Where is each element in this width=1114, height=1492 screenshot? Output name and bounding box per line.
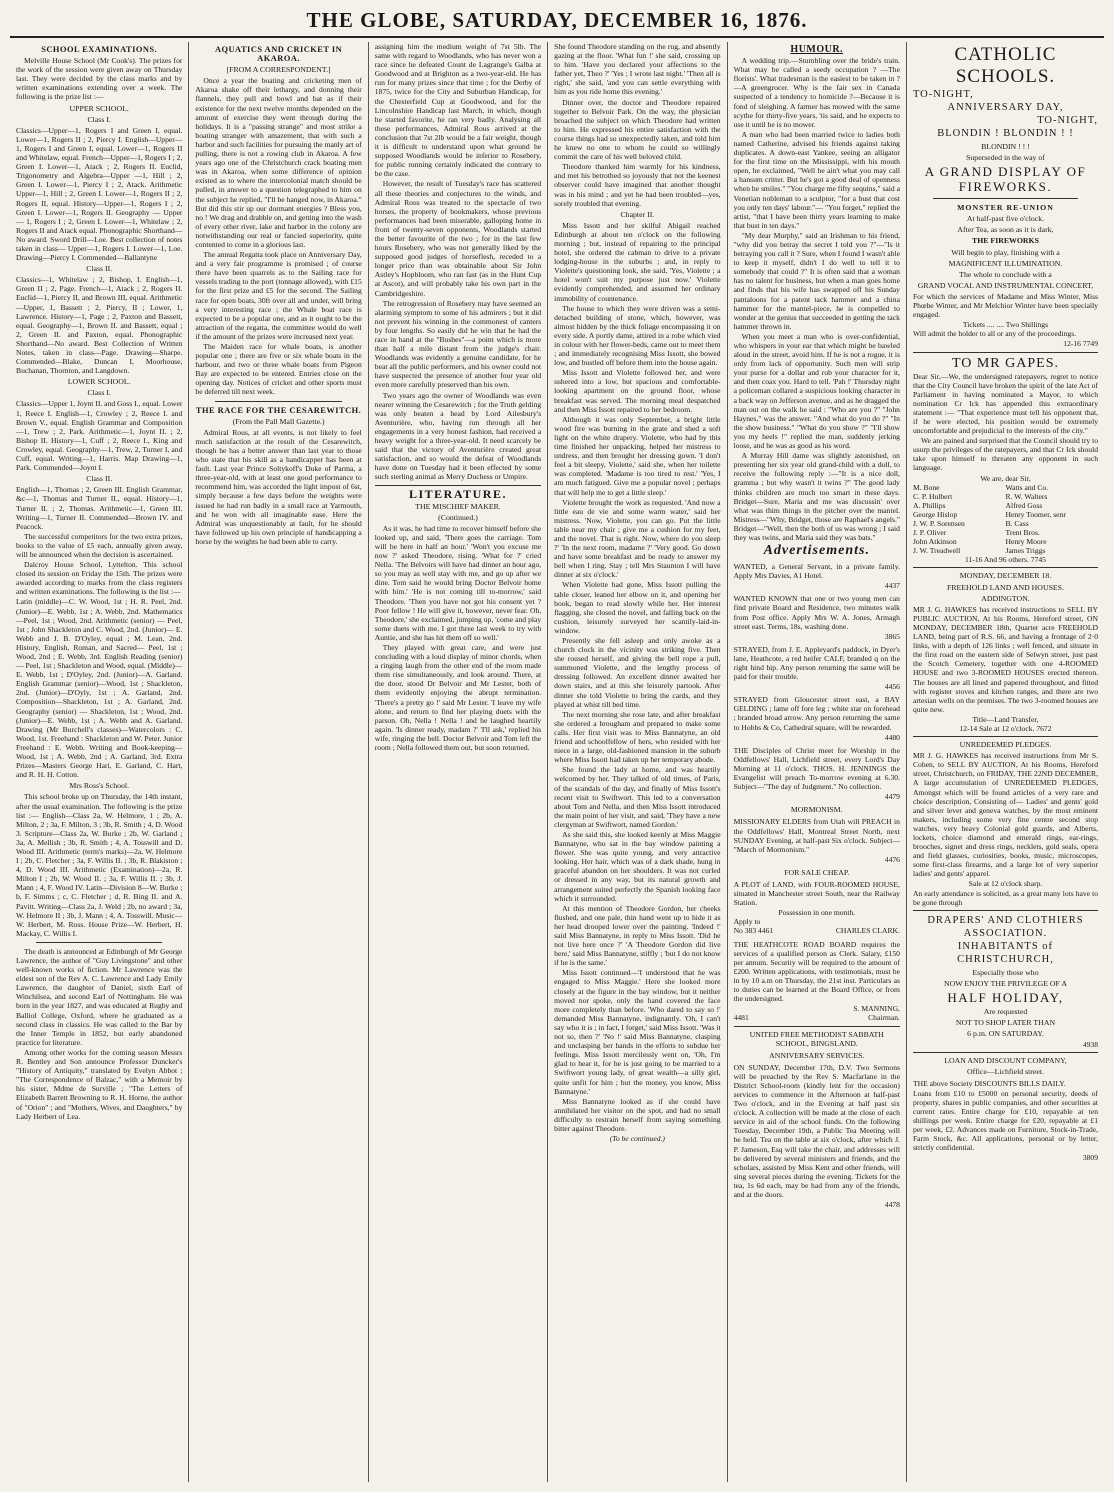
advertisement [734,940,900,1023]
ad-text: WANTED KNOWN that one or two young men can find private Board and Residence, two minutes walk from Post office. Apply Mrs W. A. Jones, Armagh street east. Terms, 18s, washing done. [733,594,900,631]
story-paragraph: Theodore thanked him warmly for his kindness, and met his betrothed so joyously that not the keenest observer could have imagined that another thought was in his mind ; and yet he had been troubled—yes, sorely troubled that evening. [554,162,721,208]
divider [913,736,1098,737]
masthead-rule [10,36,1104,38]
advertisement [734,880,900,936]
ad-number: 4479 [884,792,900,802]
ad-footer [734,1013,900,1022]
ad-text: A PLOT of LAND, with FOUR-ROOMED HOUSE, situated in Manchester street South, near the Railway Station. [733,879,900,908]
divider [913,567,1098,568]
story-paragraph: Miss Issott continued—'I understood that he was engaged to Miss Maggie.' Here she looked more closely at the figure in the bay window, but it neither moved nor spoke, only the hand covered the face more completely than before. 'Who dared to say so !' demanded Miss Bannatyne, indignantly. 'Oh, I can't say who it is ; in fact, I forget,' said Miss Issott. 'Was it not so, then ?' 'No !' said Miss Bannatyne, clasping and unclasping her hands in the efforts to subdue her feelings. Miss Issott mercilessly went on, 'Oh, I'm glad to hear it, for he is just going to be married to a Swiftwort young lady, of great wealth—a silly girl, quite unfit for him ; but the money, you know, Miss Bannatyne.' [554,968,721,1096]
signatory-name: R. W. Walters [1005,491,1048,501]
signatory-name: Henry Moore [1005,537,1047,547]
article-paragraph: However, the result of Tuesday's race has scattered all these theories and conjectures to the winds, and Admiral Rous was treated to the spectacle of two horses, the property of bookmakers, whose previous performances had been miserable, galloping home in front of twenty-seven opponents, Woodlands started the better favourite of the two ; for in the last few hours Rosebery, who was not generally liked by the supposed good judges of horseflesh, receded to a longer price than was obtainable about Sir John Astley's Hopbloom, who ran fast (as in the Hunt Cup at Ascot), and will probably take his own part in the Cambridgeshire. [374,179,542,298]
ad-signature: CHARLES CLARK. [835,926,900,936]
ad-text: MISSIONARY ELDERS from Utah will PREACH in the Oddfellows' Hall, Montreal Street North, next SUNDAY Evening, at half-past Six o'clock. Subject— "March of Mormonism." [733,817,900,854]
prize-list: Classics—Upper—1, Rogers I and Green I, equal. Lower—1, Rogers II ; 2, Piercy I. English—Upper—1, Rogers I and Green I, equal. Lower—1, Rogers II and Whitelaw, equal. French—Upper—1, Rogers I ; 2, Green I. Lower—1, Atack ; 2, Rogers II. Euclid, Trigonometry and Algebra—Upper —1, Hill ; 2, Green I. Lower—1, Piercy I ; 2, Atack. Arithmetic Upper—1, Hill ; 2, Green I. Lower—1, Rogers II ; 2, Rogers II, equal. History—Upper—1, Rogers I ; 2, Green I. Lower—1, Rogers II. Geography — Upper — 1, Rogers I ; 2, Green I. Lower—1, Whitelaw ; 2, Rogers II and Atack equal. Phonographic Shorthand—No award. Sword Drill—Loe. Best collection of notes taken in class— Upper—1, Rogers I. Lower—1, Loe. Drawing—Piercy I. Commended—Ballantyne [16,125,183,263]
ad-line: THE FIREWORKS [972,236,1039,246]
divider [734,1026,900,1027]
ad-line: We are, dear Sir, [980,473,1031,483]
signatory-name: J. W. Treadwell [912,546,961,556]
aquatics-heading: AQUATICS AND CRICKET IN AKAROA. [214,45,343,64]
ad-line: BLONDIN ! BLONDIN ! ! [937,128,1074,139]
ad-text: WANTED, a General Servant, in a private family. Apply Mrs Davies, A1 Hotel. [733,562,900,581]
ad-number: 4480 [884,732,900,742]
divider [375,485,541,486]
column-5 [728,42,907,1482]
ad-line: NOW ENJOY THE PRIVILEGE OF A [943,978,1068,988]
story-title: THE MISCHIEF MAKER. [415,501,501,511]
humour-paragraph: A Murray Hill dame was slightly astonished, on presenting her six year old grand-child with a doll, to receive the following reply :—"It is a nice doll, gramma ; but why wasn't it twins ?" The good lady thinks children are much too smart in these days. Bridget—Sure, Maria and me was discussin' over what was thim things in the pitcher over the mantel. Mistress—"Why, Bridget, those are Raphael's angels." Bridget—"Well, then the both of us was wrong ; I said they was twins, and Maria said they was bats." [733,451,900,542]
story-paragraph: Although it was only September, a bright little wood fire was burning in the grate and shed a soft light on the white drapery. Violette, who had by this time finished her unpacking, helped her mistress to undress, and then brought her dressing gown. 'I don't feel a bit sleepy, Violette,' said she, when her toilette was completed. 'Madame is too tired to rest.' 'Yes, I am much fatigued. Give me a popular novel ; perhaps that will help me to get a little sleep.' [554,414,721,497]
prize-list: Classics—Upper 1, Joynt II. and Goss I., equal. Lower 1, Reece I. English—1, Crowley ; 2, Reece I. and Brown V., equal. English Grammar and Composition—1, Trew ; 2, Park. Arithmetic—1, Joynt II. ; 2, Bishop II. History—1, Cuff ; 2, Reece I., King and Crowley, equal. Geography—1, Trew, 2, Turner I, and Cuff, equal. Writing—1, Harris. Map Drawing—1, Park. Commended—Joynt I. [16,399,183,473]
ad-line: TO-NIGHT, [912,89,974,100]
school-exams-heading: SCHOOL EXAMINATIONS. [41,45,158,54]
signatory-row [913,537,1098,546]
signatory-row [913,528,1098,537]
ad-number: 3809 [1082,1153,1099,1163]
ad-text: Loans from £10 to £5000 on personal security, deeds of property, shares in public companies, and other securities at current rates. Entire charge for £10, repayable at ten shillings per week. Entire charge for £20, repayable at £1 per week, £2. Advances made on Furniture, Stock-in-Trade, Farm Stock, &c. All applications, personal or by letter, strictly confidential. [912,1088,1099,1153]
divider [215,401,341,402]
signatory-row [913,501,1098,510]
columns [10,42,1104,1482]
ad-line: GRAND VOCAL AND INSTRUMENTAL CONCERT, [917,280,1094,290]
ad-line: At half-past five o'clock. [966,214,1045,224]
ad-line: Especially those who [972,967,1039,977]
story-paragraph: Presently she fell asleep and only awoke as a church clock in the vicinity was striking five. Then she roused herself, and giving the bell rope a pull, summoned Violette, and the lengthy process of dressing followed. An excellent dinner awaited her down stairs, and at this she leisurely partook. After dinner she told Violette to bring the cards, and they played at whist till bed time. [554,636,721,709]
article-paragraph: Once a year the boating and cricketing men of Akaroa shake off their lethargy, and donning their flannels, they pull and bowl and bat as if their existence for the next twelve months depended on the amount of exercise they went through during the holidays. It is a "passing strange" and most strike a boating stranger with amazement, that with such a harbor and such facilities for pursuing the manly art of pulling, there is not a rowing club in Akaroa. A few years ago one of the Christchurch crack boating men was in Akaroa, when some difference of opinion existed as to where the intercolonial match should be pulled, in answer to a question telegraphed to him on the subject he replied, "I'll be hanged now, in Akaroa." But did this stir up our dormant energies ? Bless you, no ! We drag and drabble on, and getting into the wash of every other river, lake and harbor in the colony are notwithstanding our real or fancied superiority, quite contented to come in a glorious last. [195,76,362,249]
signatory-name: M. Bone [912,482,940,492]
ad-text: Will admit the holder to all or any of the proceedings. [912,329,1077,339]
signatory-row [913,519,1098,528]
mormonism-heading: MORMONISM. [790,805,843,815]
story-paragraph: She found the lady at home, and was heartily welcomed by her. They talked of old times, of Paris, of the scandals of the day, and finally of Miss Issott's recent visit to Swiftwort. This led to a conversation about Tom and Nella, and then Miss Issott introduced the main point of her visit, and said, 'They have a new clergyman at Swiftwort, named Gordon.' [554,765,721,829]
ad-line: 6 p.m. ON SATURDAY. [967,1029,1044,1039]
story-paragraph: Miss Issott and her skilful Abigail reached Edinburgh at about ten o'clock on the following morning ; but, instead of repairing to the principal hotel, she ordered the cabman to drive to a private lodging-house in the suburbs ; and, in reply to Violette's questioning look, she said, 'Yes, Violette ; a hotel won't suit my purpose just now.' Violette evidently comprehended, and assumed her ordinary immobility of countenance. [554,220,721,303]
ad-text: Possession in one month. [778,908,856,918]
divider [933,198,1078,199]
extra-prizes-note: The successful competitors for the two extra prizes, books to the value of £5 each, annually given away, will be announced when the decision is ascertained. [16,531,183,559]
ad-number: 4456 [884,682,900,692]
prize-list: Latin (middle)—C. W. Wood, 1st ; H. R. Peel, 2nd. (Junior)—E. Webb, 1st ; A. Webb, 2nd. Mathematics—Peel, 1st ; Wood, 2nd. Arithmetic (senior) — Peel, 1st ; John Shackleton and C. Wood, 2nd. (Junior)— E. Webb and J. B. D'Oyley, equal ; M. Lean, 2nd. History, English, Roman, and Sacred— Peel, 1st ; Wood, 2nd ; E. Webb, 3rd. English Reading (senior) — Peel, 1st ; Shackleton and Wood, equal. (Middle)— E. Webb, 1st ; D'Oyley, 2nd. (Junior)—A. Garland. English Grammar (senior)—Wood, 1st ; Shackleton, 2nd. (Junior)—D'Oyly, 1st ; A. Garland, 2nd. Composition—Shackleton, 1st ; A. Garland, 2nd. Geography (senior) — Shackleton, 1st ; Wood, 2nd. (Junior)—E. Webb, 1st ; A. Webb and A. Garland. Drawing (Mr Burchell's classes)—Watercolors : C. Wood, 1st. Freehand : Shackleton and W. Peter. Junior Freehand : E. Webb. Writing and Book-keeping—Wood, 1st ; A. Webb, 2nd ; A. Garland, 3rd. Extra Prizes—Masters George Hari, E. Garland, C. Hart, and R. H. H. Cotton. [16,597,183,780]
ad-number: 4481 [733,1013,749,1023]
column-1 [10,42,189,1482]
article-paragraph: Admiral Rous, at all events, is not likely to feel much satisfaction at the result of the Cesarewitch, though he has a better answer than last year to those who state that his skill as a handicapper has been at fault. Last year Prince Soltykoff's Duke of Parma, a three-year-old, with at least one good performance to recommend him, was accorded the light impost of 6st, simply because a few days before the weights were issued he had run badly in a small race at Yarmouth, and he won with all imaginable ease. Here the Admiral was unquestionably at fault, for he should have followed up his own principle of handicapping a horse by the weights he had been able to carry. [195,427,362,546]
ad-line: NOT TO SHOP LATER THAN [955,1018,1056,1028]
signatories-list [913,483,1098,556]
advertisement [734,817,900,863]
ad-line: A GRAND DISPLAY OF FIREWORKS. [924,164,1087,195]
ad-number: 3865 [884,631,900,641]
article-paragraph: Two years ago the owner of Woodlands was even nearer winning the Cesarewitch ; for the Truth gelding was only beaten a head by Lord Ailesbury's Aventurière, who, having run through all her engagements in a very honest fashion, had received a heavy weight for a three-year-old. It need scarcely be said that the victory of Aventurière created great satisfaction, and so would the defeat of Woodlands have done on Tuesday had it been effected by some such sterling animal as Merry Duchess or Umpire. [374,390,542,482]
class-heading: Class II. [86,474,113,484]
signatory-row [913,546,1098,555]
prize-list: This school broke up on Thursday, the 14th instant, after the usual examination. The following is the prize list :— English—Class 2a, W. Helmore, 1 ; 2b, A. Milton, 2 ; 3a, F. Milton, 3 ; 3b, R. Smith ; 4, D. Wood 3. Scripture—Class 2a, W. Burke ; 2b, W. Garland ; 3a, A. Mellish ; 3b, R. Smith ; 4, A. Tosswill and D. Wood III. Arithmetic (term's marks)—2a, W. Helmore I ; 2b, C. Fletcher ; 3a, F. Willis II. ; 3b, R. Blakiston ; 4, D. Wood III. Arithmetic (Examination)—2a, R. Milton I ; 2b, W. Wood II. ; 3a, F. Willis II. ; 3b, J. Mann ; 4, F. Wood IV. Latin—Division 8—W. Burke ; b, F. Simms ; c, C. Fletcher ; d, R. Bing II. and A. Pavitt. Writing—Class 2a, J. Weld ; 2b, no award ; 3a, W. Helmore II ; 3b, J. Mann ; 4, A. Tosswill. Music—W. Herbert, M. Ross. House Prize—W. Herbert, H. Mackay, C. Willis I. [16,792,183,938]
signatory-name: Alfred Goss [1005,500,1043,510]
unredeemed-heading: UNREDEEMED PLEDGES. [959,740,1052,750]
divider [913,910,1098,911]
ad-line: MAGNIFICENT ILLUMINATION. [948,258,1063,268]
prize-list: English—1, Thomas ; 2, Green III. English Grammar, &c—1, Thomas and Turner II., equal. History—1, Turner II. ; 2, Thomas. Arithmetic—1, Green III. Writing—1, Turner II. Commended—Brown IV. and Peacock. [16,485,183,531]
ad-line: Will begin to play, finishing with a [951,247,1060,257]
signatory-name: Watts and Co. [1005,482,1049,492]
dalcroy-intro: Dalcroy House School, Lyttelton. This school closed its session on Friday the 15th. The prizes were awarded according to marks from the class registers and written examinations. The following is the list :— [16,560,183,597]
ad-number: 11-16 And 96 others. 7745 [965,555,1046,565]
correspondent-note: [FROM A CORRESPONDENT.] [226,65,331,75]
ad-text: MR J. G. HAWKES has received instructions to SELL BY PUBLIC AUCTION, At his Rooms, Hereford street, ON MONDAY, DECEMBER 18th, Quarter acre FREEHOLD LAND, being part of R.S. 66, and having a frontage of 2·0 links, with a depth of 126 links ; well fenced, and situate in the first road on the eastern side of Selwyn street, just past the Scotch Cemetery, together with one 4-ROOMED HOUSE and two 3-ROOMED HOUSES erected thereon. The houses are all lined and papered throughout, and fitted with register stoves and kitchen ranges, and there are two artesian wells on the premises. The two 3-roomed houses are quite new. [912,604,1099,714]
signatory-name: Henry Toomer, senr [1005,509,1066,519]
cesarewitch-heading: THE RACE FOR THE CESAREWITCH. [195,405,362,415]
ad-signature: Chairman. [868,1013,900,1023]
signatory-row [913,510,1098,519]
signatory-name: J. P. Oliver [912,528,947,538]
ad-line: Title—Land Transfer, [972,714,1039,724]
gapes-heading: TO MR GAPES. [951,355,1059,371]
ad-text: An early attendance is solicited, as a great many lots have to be gone through [912,888,1099,907]
ad-text: For which the services of Madame and Miss Winter, Miss Phœbe Winter, and Mr Melchior Winter have been specially engaged. [912,291,1099,320]
ad-text: Apply to [733,917,761,927]
story-paragraph: As she said this, she looked keenly at Miss Maggie Bannatyne, who sat in the bay window painting a flower. She was quite young, and very attractive looking. Her hair, which was of a dark shade, hung in graceful abandon on her shoulders. It was not curled or dressed in any way, but its natural growth and arrangement suited perfectly the Spanish looking face which it surrounded. [554,829,721,903]
ad-text: We are pained and surprised that the Council should try to usurp the privileges of the ratepayers, and that Cr Ick should take upon himself to threaten any opponent in such language. [912,436,1099,473]
advertisements-heading: Advertisements. [763,543,870,559]
column-3 [369,42,548,1482]
prize-list: Classics—1, Whitelaw ; 2, Bishop, I. English—1, Green II ; 2, Page. French—1, Atack ; 2, Rogers II. Euclid—1, Piercy II, and Brown III, equal. Arithmetic—Upper, 1, Bassett ; 2, Piercy, II ; Lower, 1, Lawrence. History—1, Page ; 2, Paxton and Bassett, equal. Geography—1, Brown II. and Bassett, equal ; 2, Green II. and Paxton, equal. Phonographic Shorthand—No award. Best Collection of Written Notes, taken in class—Page. Drawing—Sharpe. Commended—Blake, Duncan I, Moorhouse, Buchanan, Thornton, and Langdown. [16,275,183,376]
class-heading: Class I. [87,114,111,124]
ad-line: MONSTER RE-UNION [957,203,1054,213]
class-heading: Class II. [86,264,113,274]
methodist-subheading: ANNIVERSARY SERVICES. [769,1050,865,1060]
story-paragraph: As it was, he had time to recover himself before she looked up, and said, 'There goes the carriage. Tom will be here in half an hour.' 'Won't you excuse me now ?' asked Theodore, rising. 'What for ?' cried Nella. 'The Belvoirs will have had dinner an hour ago, so you may as well stay with me, and go up after we dine. Tom said he would bring Doctor Belvoir home with him.' 'He is not coming till to-morrow,' said Theodore. 'Then you have not got his consent yet ? Poor fellow ! He will give it, however, never fear. Oh, Theodore,' she exclaimed, jumping up, 'come and play some duets with me. I got three last week to try with Auntie, and she has hit them off so well.' [374,523,542,642]
ad-line: ANNIVERSARY DAY, [947,102,1064,113]
advertisement [734,645,900,691]
signatory-name: J. W. P. Sorensen [912,519,965,528]
ad-text: STRAYED, from J. E. Appleyard's paddock, in Dyer's lane, Heathcote, a red heifer CALF, branded q on the right hind hip. Any person returning the same will be paid for their trouble. [733,644,900,682]
ad-text: ON SUNDAY, December 17th, D.V. Two Sermons will be preached by the Rev S. Macfarlane in the District School-room (kindly lent for the occasion) services to commence in the Afternoon at half-past Two o'clock, and in the Evening at half past six o'clock. A collection will be made at the close of each service in aid of the school funds. On the following Tuesday, December 19th, a Public Tea Meeting will be held. Tea on the table at six o'clock, after which J. P. Jameson, Esq will take the chair, and addresses will be delivered by several ministers and friends, and the scholars, assisted by Miss Kent and other friends, will sing several pieces during the evening. Tickets for the tea, 1s 6d each, may be had from any of the friends, and at the doors. [733,1062,900,1199]
divider [36,942,162,943]
ad-line: Superseded in the way of [966,153,1045,163]
ad-line: Tickets .... .... Two Shillings [962,320,1049,330]
advertisement [734,695,900,741]
ad-text: THE HEATHCOTE ROAD BOARD requires the services of a qualified person as Clerk. Salary, £150 per annum. Security will be required to the amount of £200. Written applications, with testimonials, must be in by 10 a.m on Thursday, the 21st inst. Particulars as to duties can be learned at the Board Office, or from the undersigned. [733,939,900,1004]
ad-text: THE above Society DISCOUNTS BILLS DAILY. [912,1078,1066,1088]
signatory-name: James Triggs [1005,546,1046,556]
signatory-row [913,483,1098,492]
article-paragraph: The retrogression of Rosebery may have seemed an alarming symptom to some of his admirers ; but it did not prevent his winning in the commonest of canters by four lengths. So easily did he win that he had the race in hand at the "Bushes"—a point which is more than half a mile distant from the judge's chair. Woodlands was evidently a genuine candidate, for he beat all the public performers, and his owner could not have suspected the presence of another four year old even more carefully preserved than his own. [374,298,542,390]
advertisement [734,1063,900,1210]
divider [913,1052,1098,1053]
ad-line: Are requested [983,1006,1028,1016]
literature-heading: LITERATURE. [408,486,507,501]
for-sale-heading: FOR SALE CHEAP. [784,867,850,877]
source-note: (From the Pall Mall Gazette.) [232,416,325,426]
story-paragraph: Miss Issott and Violette followed her, and were ushered into a low, but spacious and comfortable-looking apartment on the ground floor, whose breakfast was served. The morning meal despatched and then Miss Issott repaired to her bedroom. [554,368,721,414]
story-paragraph: Violette brought the work as requested. 'And now a little eau de vie and some warm water,' said her mistress. 'Now, Violette, you can go. Put the little table near my chair ; give me a cushion for my feet, and the novel. That is right. Now, where do you sleep ?' 'In the next room, madame ?' 'Very good. Go down and have some breakfast and be ready to answer my bell when I ring. Stay ; tell Mrs Staunton I will have dinner at six o'clock.' [554,497,721,580]
loan-heading: LOAN AND DISCOUNT COMPANY, [944,1056,1067,1066]
class-heading: Class I. [87,388,111,398]
divider [913,352,1098,353]
auction-place: ADDINGTON. [981,593,1030,603]
ad-number: 4476 [884,854,900,864]
ad-number: 4478 [884,1200,900,1210]
column-6 [907,42,1104,1482]
ad-number: 12-14 Sale at 12 o'clock. 7672 [959,723,1052,733]
signatory-row [913,492,1098,501]
story-paragraph: The house to which they were driven was a semi-detached building of stone, which, however, was almost hidden by the thick foliage encompassing it on every side. A portly dame, attired in a robe which vied in colour with her flower-beds, came out to meet them ; and immediately recognising Miss Issott, she bowed low, and bustled off before them into the house again. [554,303,721,368]
humour-paragraph: A wedding trip.—Stumbling over the bride's train. What may be called a seedy occupation ? —The florists'. What tradesman is the easiest to be taken in ?—A greengrocer. Why is the fair sex in Canada suspected of a tendency to homicide ?—Because it is fond of sleighing. A farmer has mowed with the same scythe for thirty-five years, 'tis said, and he expects to use it until he is no mower. [733,56,900,129]
drapers-heading: DRAPERS' AND CLOTHIERS ASSOCIATION. [927,914,1084,939]
ad-line: HALF HOLIDAY, [947,989,1064,1005]
ad-number: No 383 4461 [733,926,774,936]
books-paragraph: Among other works for the coming season Messrs R. Bentley and Son announce Professor Duncker's "History of Antiquity," translated by Evelyn Abbot ; "The Correspondence of Balzac," with a Memoir by his sister, Mdme de Surville ; "The Letters of Elizabeth Barrett Browning to R. H. Horne, the author of "Orion" ; and "Mothers, Wives, and Daughters," by Lady Herbert of Lea. [16,1047,183,1121]
article-paragraph: assigning him the medium weight of 7st 5lb. The same with regard to Woodlands, who has never won a race since he defeated Count de Lagrange's Galba at Goodwood and at Brighton as a two-year-old. He has run for many prizes since that time ; for the Derby of 1875, twice for the City and Suburban Handicap, for the Chesterfield Cup at Goodwood, and for the Lincolnshire Handicap last March, in which, though he started favorite, he ran very badly. Analysing all these performances, Admiral Rous arrived at the conclusion that 7st 2lb would be a fair weight, though it is difficult to understand upon what ground he supposed Woodlands would be inferior to Rosebery, for public running certainly indicated the contrary to be the case. [374,42,542,179]
ad-number: 4938 [1082,1040,1099,1050]
signatory-name: B. Cass [1005,519,1029,528]
ad-number: 12-16 7749 [1063,339,1099,349]
continued-note: (Continued.) [438,512,478,522]
advertisement [734,562,900,590]
ad-text: THE Disciples of Christ meet for Worship in the Oddfellows' Hall, Lichfield street, every Lord's Day Morning at 11 o'clock. THOS. H. JENNINGS the Evangelist will preach To-morrow evening at 6.30. Subject—"The day of Judgment." No collection. [733,745,900,792]
story-paragraph: When Violette had gone, Miss Issott pulling the table closer, leaned her elbow on it, and opening her book, began to read slowly while her. Her interest flagging, she closed the novel, and falling back on the cushion, leisurely surveyed her scantily-laid-in-window. [554,580,721,635]
ad-line: The whole to conclude with a [959,269,1052,279]
upper-school-heading: UPPER SCHOOL. [69,103,129,113]
ad-signature: S. MANNING, [853,1004,900,1014]
signatory-name: John Atkinson [912,537,957,547]
melville-intro: Melville House School (Mr Cook's). The prizes for the work of the session were given away on Thursday last. They were decided by the class marks and by written examinations extending over a week. The following is the prize list :— [16,56,183,102]
ad-line: After Tea, as soon as it is dark, [957,225,1054,235]
article-paragraph: The annual Regatta took place on Anniversary Day, and a very fair programme is promised ; of course there have been quarrels as to the Sailing race for vessels trading to the port (tonnage allowed), with £15 for the first prize and £5 for the second. The Sailing race for open boats, 30ft over all and under, will bring a very interesting race ; the Whale boat race is expected to be a popular one, and as it ought to be the attraction of the regatta, the committee would do well if the amount of the prizes were increased next year. [195,250,362,341]
signatory-name: A. Phillips [912,500,946,510]
masthead: THE GLOBE, SATURDAY, DECEMBER 16, 1876. [306,8,808,32]
auction-date: MONDAY, DECEMBER 18. [959,571,1052,581]
signatory-name: C. P. Hulbert [912,491,953,501]
humour-paragraph: A man who had been married twice to ladies both named Catherine, advised his friends against taking duplicates. A down-east Yankee, seeing an alligator for the first time on the Mississippi, with his mouth open, he exclaimed, "Well he ain't what you may call a hansum critter. But he's got a good deal of openness when he smiles." "You charge me fifty sequins," said a Venetian nobleman to a sculptor, "for a bust that cost you only ten days' labour."— "You forget," replied the artist, "that I have been thirty years learning to make that bust in ten days." [733,129,900,230]
story-paragraph: She found Theodore standing on the rug, and absently gazing at the floor. 'What fun !' she said, crossing up to him. 'Have you declared your affections to the father yet, Theo ?' 'Yes ; I wrote last night.' 'Then all is right,' she said, 'and you can settle everything with him as you ride home this evening.' [554,42,721,97]
advertisement [734,746,900,802]
humour-heading: HUMOUR. [790,44,844,55]
ad-line: Sale at 12 o'clock sharp. [968,879,1043,889]
story-paragraph: At this mention of Theodore Gordon, her cheeks flushed, and one pale, thin hand went up to hide it as her head drooped lower over the painting. 'Indeed !' said Miss Bannatyne, in reply to Miss Issott. 'Did he not live here once ?' 'A Theodore Gordon did live here,' said Miss Bannatyne, stiffly ; 'but I do not know if he is the same.' [554,903,721,968]
humour-paragraph: "My dear Murphy," said an Irishman to his friend, "why did you betray the secret I told you ?"—"Is it betraying you call it ? Sure, when I found I wasn't able to keep it myself, didn't I do well to tell it to somebody that could ?" It is often said that a woman has no talent for business, but when a man goes home and finds that his wife has swapped off his Sunday pantaloons for a patent tack hammer and a china hammer for the mantel-piece, he is compelled to wonder at the genius that succeeded in getting the tack hammer thrown in. [733,230,900,331]
ross-school-heading: Mrs Ross's School. [69,781,130,791]
story-paragraph: Dinner over, the doctor and Theodore repaired together to Belvoir Park. On the way, the physician broached the subject on which Theodore had written to him. He expressed his entire satisfaction with the course things had so unexpectedly taken, and told him he knew no one to whom he could so willingly commit the care of his well beloved child. [554,97,721,162]
advertisement [734,594,900,640]
catholic-schools-title: CATHOLIC SCHOOLS. [954,44,1057,87]
to-be-continued: (To be continued.) [609,1134,665,1144]
column-2 [189,42,368,1482]
ad-line: Office—Lichfield street. [967,1067,1044,1077]
story-paragraph: They played with great care, and were just concluding with a loud display of minor chords, when a ringing laugh from the other end of the room made them rise simultaneously, and look around. There, at the door, stood Dr Belvoir and Mr Lester, both of them evidently enjoying the abrupt termination. 'There's a pretty go !' said Mr Lester. 'I leave my wife alone, and return to find her playing duets with the parson. Oh, Nella ! Nella ! and he laughed heartily again. 'Is dinner ready, madam ?' 'I'll ask,' replied his wife, ringing the bell. Doctor Belvoir and Tom left the room ; Nella followed them out, but soon returned. [374,643,542,753]
ad-number: 4437 [884,581,900,591]
ad-text: STRAYED from Gloucester street east, a BAY GELDING ; lame off fore leg ; white star on forehead ; branded broad arrow. Any person returning the same to Hobbs & Co, Cathedral square, will be rewarded. [733,695,900,732]
ad-line: TO-NIGHT, [1037,115,1099,126]
methodist-heading: UNITED FREE METHODIST SABBATH SCHOOL, BINGSLAND. [749,1030,884,1049]
story-paragraph: Miss Bannatyne looked as if she could have annihilated her visitor on the spot, and had no small difficulty to restrain herself from saying something bitter against Theodore. [554,1096,721,1133]
auction-heading: FREEHOLD LAND AND HOUSES. [947,582,1064,592]
story-paragraph: The next morning she rose late, and after breakfast she ordered a brougham and prepared to make some calls. Her first visit was to Miss Bannatyne, an old friend and schoolfellow of hers, who resided with her niece in a large, old-fashioned mansion in the suburb where Miss Issott had taken up her temporary abode. [554,709,721,765]
ad-line: INHABITANTS of CHRISTCHURCH, [957,940,1054,965]
humour-paragraph: When you meet a man who is over-confidential, who whispers in your ear that which might be bawled aloud in the street, avoid him. If he is not a rogue, it is only from lack of opportunity. Such men will strip your purse for a dollar and rob your character for it, and then coax you. Hard to tell. 'Pah !' Thursday night a policeman collared a suspicious looking character in a back way on Jefferson avenue, and as he dragged the man out on the walk he said : "Who are you ?" "John Haynes," was the answer. "And what do you do ?" "In the show business." "What do you show ?" "I'll show you my heels !" replied the man, suddenly jerking loose, and he was as good as his word. [733,331,900,451]
ad-line: BLONDIN ! ! ! [981,142,1030,151]
lower-school-heading: LOWER SCHOOL. [67,377,131,387]
ad-text: MR J. G. HAWKES has received instructions from Mr S. Cohen, to SELL BY AUCTION, At his Rooms, Hereford street, Christchurch, on FRIDAY, THE 22ND DECEMBER, A large accumulation of UNREDEEMED PLEDGES, Amongst which will be found articles of a very rare and choice description, Consisting of— Ladies' and gents' gold and silver lever and geneva watches, by the most eminent makers, including some very fine centre second stop watches, very heavy Colonial gold guards, and Alberts, lockets, choice diamond and emerald rings, ear-rings, brooches, signet and dress rings, necklets, gold seals, opera and field glasses, curiosities, books, music, microscopes, some first-class firearms, and a large lot of very superior ladies' and gents' apparel. [912,751,1099,879]
signatory-name: Trent Bros. [1005,528,1040,538]
chapter-heading: Chapter II. [620,209,655,219]
obituary-paragraph: The death is announced at Edinburgh of Mr George Lawrence, the author of "Guy Livingstone" and other well-known works of fiction. Mr Lawrence was the eldest son of the Rev A. C. Lawrence and Lady Emily Lawrence, the daughter of Daniel, sixth Earl of Winchilsea, and second Earl of Nottingham. He was born in the year 1827, and was educated at Rugby and Balliol College, Oxford, where he graduated as a second class in classics. He was called to the Bar by the Inner Temple in 1852, but early abandoned practice for literature. [16,946,183,1047]
ad-text: Dear Sir,—We, the undersigned ratepayers, regret to notice that the City Council have broken the spirit of the late Act of Parliament in having nominated a Mayor, to which nomination Cr Ick has appended this extraordinary statement :— "That experience must tell his opponent that, if he were elected, his position would be extremely uncomfortable and prejudicial to the interests of the city." [912,371,1099,436]
article-paragraph: The Maiden race for whale boats, is another popular one ; there are five or six whale boats in the harbour, and two or three whale boats from Pigeon Bay are expected to be entered. Entries close on the opening day. Notices of cricket and other sports must be deferred till next week. [195,342,362,397]
column-4 [548,42,727,1482]
ad-footer [734,926,900,935]
signatory-name: George Hislop [912,509,958,519]
